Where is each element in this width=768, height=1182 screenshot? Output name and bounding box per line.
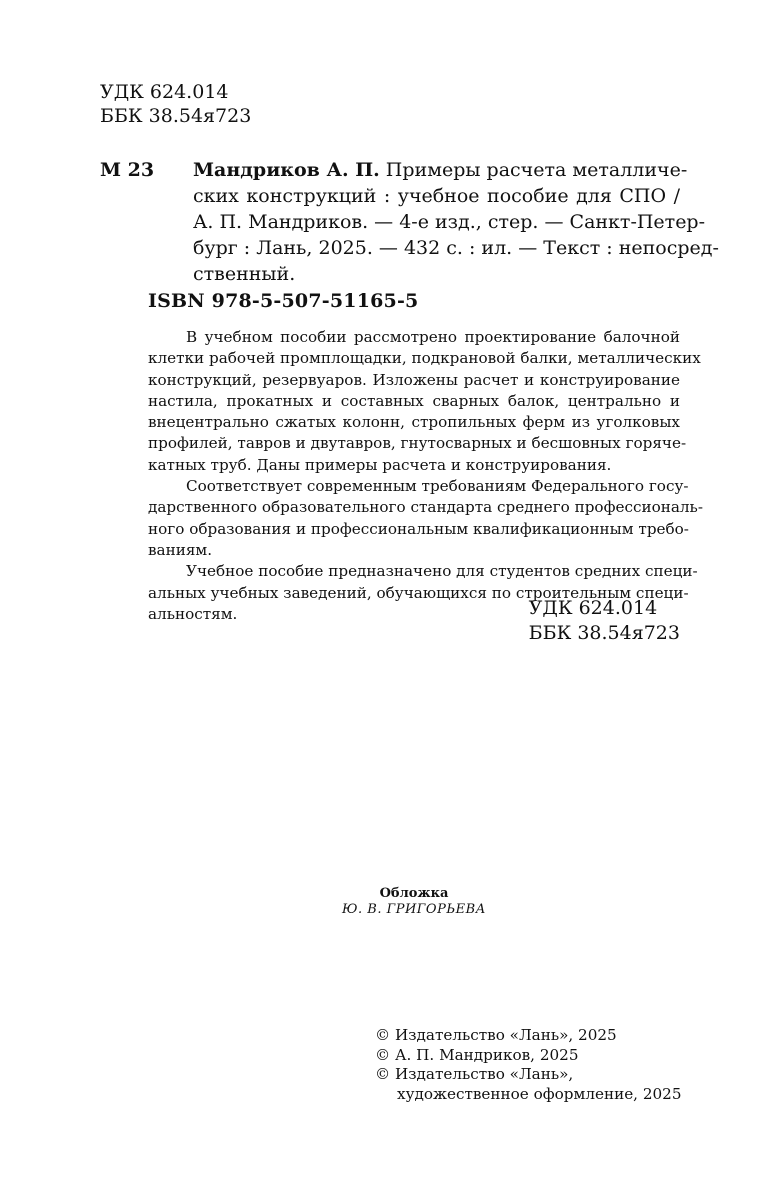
- bbk-code: ББК 38.54я723: [100, 105, 252, 127]
- bibliographic-description: [193, 157, 719, 287]
- abstract-line: Учебное пособие предназначено для студентов средних специ-: [186, 562, 698, 581]
- cover-credit: [0, 886, 768, 918]
- abstract-line: альных учебных заведений, обучающихся по строительным специ-: [148, 583, 689, 602]
- abstract: [148, 327, 703, 625]
- abstract-line: клетки рабочей промплощадки, подкрановой балки, металлических: [148, 349, 701, 368]
- author-name: Мандриков А. П.: [193, 159, 380, 181]
- copyright-line: © Издательство «Лань», 2025: [375, 1026, 617, 1044]
- abstract-line: В учебном пособии рассмотрено проектирование балочной: [186, 328, 680, 346]
- abstract-line: профилей, тавров и двутавров, гнутосварных и бесшовных горяче-: [148, 434, 687, 453]
- abstract-line: дарственного образовательного стандарта среднего профессиональ-: [148, 498, 703, 517]
- abstract-line: конструкций, резервуаров. Изложены расчет и конструирование: [148, 370, 680, 389]
- abstract-line: катных труб. Даны примеры расчета и конструирования.: [148, 455, 612, 474]
- abstract-line: настила, прокатных и составных сварных балок, центрально и: [148, 391, 680, 410]
- bbk-code: ББК 38.54я723: [528, 622, 680, 644]
- isbn: ISBN 978-5-507-51165-5: [148, 290, 419, 312]
- abstract-line: альностям.: [148, 604, 238, 623]
- cover-designer: Ю. В. ГРИГОРЬЕВА: [342, 902, 486, 917]
- bibliographic-entry: [100, 157, 719, 287]
- description-line: ских конструкций : учебное пособие для СПО /: [193, 185, 680, 207]
- description-line: А. П. Мандриков. — 4-е изд., стер. — Санкт-Петер-: [193, 211, 706, 233]
- udk-code: УДК 624.014: [528, 597, 658, 619]
- description-line: ственный.: [193, 263, 296, 285]
- cover-label: Обложка: [379, 886, 449, 901]
- abstract-line: внецентрально сжатых колонн, стропильных ферм из уголковых: [148, 413, 680, 432]
- description-line: Примеры расчета металличе-: [379, 159, 688, 181]
- description-line: бург : Лань, 2025. — 432 с. : ил. — Текст : непосред-: [193, 237, 719, 259]
- udk-code: УДК 624.014: [100, 81, 229, 103]
- abstract-line: Соответствует современным требованиям Федерального госу-: [186, 477, 689, 496]
- footer-classification: [529, 596, 680, 646]
- abstract-line: ного образования и профессиональным квалификационным требо-: [148, 519, 689, 538]
- copyright-line: художественное оформление, 2025: [397, 1084, 682, 1103]
- abstract-line: ваниям.: [148, 540, 213, 559]
- copyright-line: © Издательство «Лань»,: [375, 1065, 574, 1083]
- classification-header: [100, 80, 251, 128]
- author-mark: М 23: [100, 159, 155, 181]
- copyright-block: [375, 1026, 682, 1104]
- copyright-line: © А. П. Мандриков, 2025: [375, 1045, 579, 1064]
